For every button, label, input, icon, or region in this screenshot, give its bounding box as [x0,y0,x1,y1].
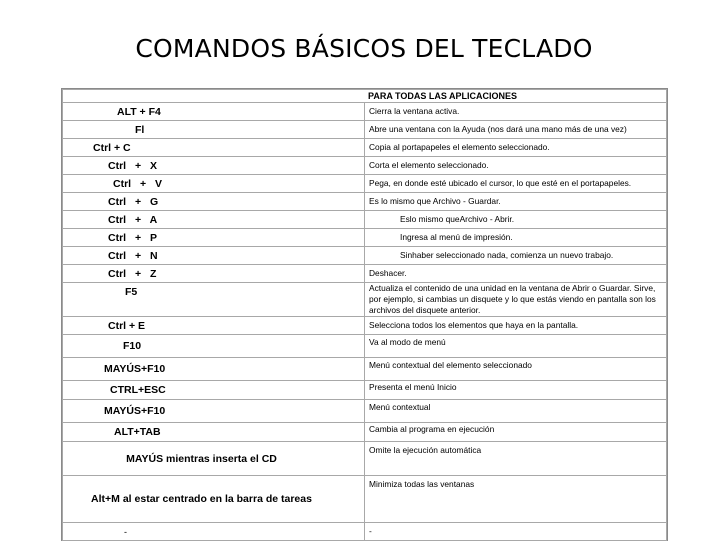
shortcut-key: ALT + F4 [63,103,365,121]
table-row [63,175,667,193]
shortcut-description: Es lo mismo que Archivo - Guardar. [365,193,667,211]
table-row [63,358,667,381]
shortcut-description: - [365,523,667,541]
table-row [63,381,667,400]
table-row [63,211,667,229]
shortcut-key: F10 [63,335,365,358]
shortcut-key: Ctrl + V [63,175,365,193]
shortcut-description: Cierra la ventana activa. [365,103,667,121]
shortcut-key: Alt+M al estar centrado en la barra de tareas [63,476,365,523]
page-title: COMANDOS BÁSICOS DEL TECLADO [135,34,593,63]
shortcut-description: Menú contextual del elemento seleccionado [365,358,667,381]
shortcut-description: Presenta el menú Inicio [365,381,667,400]
shortcut-key: MAYÚS mientras inserta el CD [63,442,365,476]
shortcut-description: Sinhaber seleccionado nada, comienza un nuevo trabajo. [365,247,667,265]
table-row [63,442,667,476]
table-header: PARA TODAS LAS APLICACIONES [63,90,667,103]
shortcut-key: Ctrl + N [63,247,365,265]
shortcut-description: Va al modo de menú [365,335,667,358]
shortcuts-table [62,89,667,541]
table-header-row [63,90,667,103]
shortcut-key: Ctrl + A [63,211,365,229]
shortcut-key: Ctrl + C [63,139,365,157]
table-row [63,103,667,121]
table-row [63,423,667,442]
shortcut-key: Fl [63,121,365,139]
table-row [63,317,667,335]
table-row [63,335,667,358]
shortcut-description: Actualiza el contenido de una unidad en la ventana de Abrir o Guardar. Sirve, por ejemplo, si cambias un disquete y lo que estás viendo en pantalla son los archivos del disquete anterior. [365,283,667,317]
shortcut-key: Ctrl + P [63,229,365,247]
shortcut-key: CTRL+ESC [63,381,365,400]
shortcut-description: Deshacer. [365,265,667,283]
shortcut-key: ALT+TAB [63,423,365,442]
shortcut-description: Pega, en donde esté ubicado el cursor, lo que esté en el portapapeles. [365,175,667,193]
shortcut-key: MAYÚS+F10 [63,358,365,381]
shortcut-key: F5 [63,283,365,317]
shortcut-description: Copia al portapapeles el elemento seleccionado. [365,139,667,157]
shortcut-key: Ctrl + X [63,157,365,175]
shortcut-description: Corta el elemento seleccionado. [365,157,667,175]
table-row [63,265,667,283]
shortcut-description: Abre una ventana con la Ayuda (nos dará una mano más de una vez) [365,121,667,139]
table-row [63,283,667,317]
shortcut-key: Ctrl + G [63,193,365,211]
shortcut-description: Selecciona todos los elementos que haya en la pantalla. [365,317,667,335]
shortcut-description: Ingresa al menú de impresión. [365,229,667,247]
table-row [63,476,667,523]
table-row [63,139,667,157]
shortcut-description: Minimiza todas las ventanas [365,476,667,523]
shortcut-description: Eslo mismo queArchivo - Abrir. [365,211,667,229]
table-row [63,400,667,423]
table-row [63,157,667,175]
shortcut-key: Ctrl + E [63,317,365,335]
shortcut-description: Omite la ejecución automática [365,442,667,476]
shortcut-description: Cambia al programa en ejecución [365,423,667,442]
table-row [63,523,667,541]
table-row [63,121,667,139]
table-row [63,247,667,265]
table-row [63,193,667,211]
shortcut-key: MAYÚS+F10 [63,400,365,423]
shortcut-description: Menú contextual [365,400,667,423]
shortcut-key: Ctrl + Z [63,265,365,283]
shortcut-key: - [63,523,365,541]
table-row [63,229,667,247]
